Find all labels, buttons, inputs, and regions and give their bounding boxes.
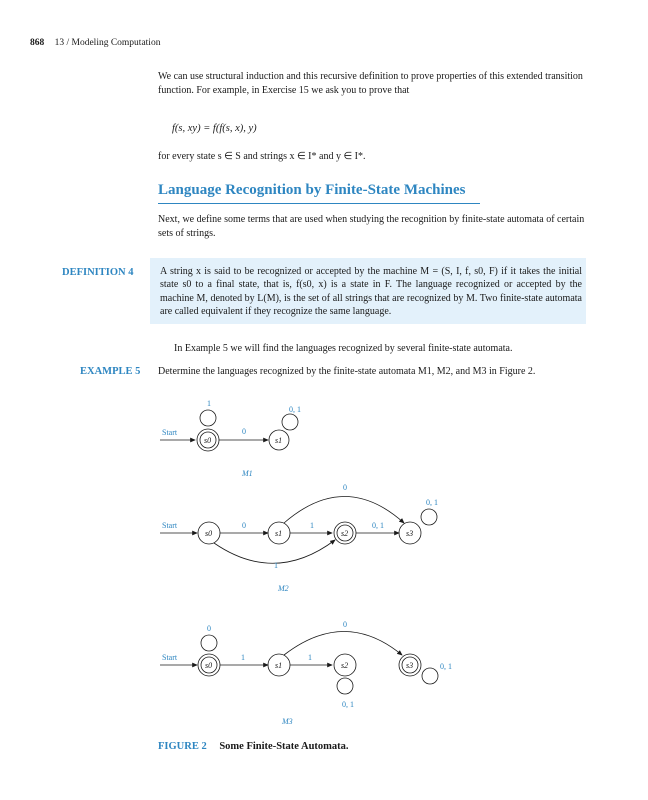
m2-state-s0-label: s0: [205, 529, 213, 538]
m1-label-1: 1: [207, 399, 211, 408]
figure-caption: [158, 741, 349, 752]
m3-state-s1-label: s1: [275, 661, 283, 670]
after-equation-text: for every state s ∈ S and strings x ∈ I* and y ∈ I*.: [158, 151, 366, 162]
figure-caption-label: FIGURE 2: [158, 741, 207, 752]
intro-paragraph: We can use structural induction and this recursive definition to prove properties of this extended transition function. For example, in Exercise 15 we ask you to prove that: [158, 71, 583, 96]
m3-label-01-s2: 0, 1: [342, 700, 354, 709]
m3-label-1b: 1: [308, 653, 312, 662]
m2-state-s3-label: s3: [406, 529, 414, 538]
m2-edge-s1-s3: [284, 497, 404, 524]
m2-start-label: Start: [162, 521, 178, 530]
m3-start-label: Start: [162, 653, 178, 662]
m3-name: M3: [282, 717, 293, 726]
m2-name: M2: [278, 584, 289, 593]
m3-label-0-loop: 0: [207, 624, 211, 633]
m2-label-01: 0, 1: [372, 521, 384, 530]
section-title: Language Recognition by Finite-State Machines: [158, 182, 466, 198]
m2-label-1-lower: 1: [274, 561, 278, 570]
section-paragraph: Next, we define some terms that are used when studying the recognition by finite-state automata of certain sets of strings.: [158, 214, 585, 239]
m2-loop-s3: [421, 509, 437, 525]
example-label: EXAMPLE 5: [80, 366, 141, 377]
m2-label-0-upper: 0: [343, 483, 347, 492]
m3-label-01-s3: 0, 1: [440, 662, 452, 671]
definition-label: DEFINITION 4: [62, 267, 134, 278]
m1-name: M1: [242, 469, 253, 478]
m2-state-s2-label: s2: [341, 529, 349, 538]
m2-label-1: 1: [310, 521, 314, 530]
running-title: 13 / Modeling Computation: [54, 38, 161, 48]
m3-edge-s1-s3: [284, 632, 402, 656]
m1-loop-s1: [282, 414, 298, 430]
example-intro: In Example 5 we will find the languages recognized by several finite-state automata.: [174, 343, 513, 354]
automaton-m1: [160, 399, 301, 478]
m3-label-0-upper: 0: [343, 620, 347, 629]
page-number: 868: [30, 38, 45, 48]
figure-caption-title: Some Finite-State Automata.: [219, 741, 349, 752]
m3-state-s2-label: s2: [341, 661, 349, 670]
m2-state-s1-label: s1: [275, 529, 283, 538]
equation: f(s, xy) = f(f(s, x), y): [172, 123, 257, 134]
m1-state-s0-label: s0: [204, 436, 212, 445]
m1-start-label: Start: [162, 428, 178, 437]
m3-state-s0-label: s0: [205, 661, 213, 670]
m3-loop-s2: [337, 678, 353, 694]
automaton-m2: [160, 483, 438, 593]
example-text: Determine the languages recognized by the finite-state automata M1, M2, and M3 in Figure 2.: [158, 366, 536, 377]
m3-state-s3-label: s3: [406, 661, 414, 670]
m3-loop-s3: [422, 668, 438, 684]
m3-loop-s0: [201, 635, 217, 651]
automaton-m3: [160, 620, 452, 726]
m2-label-01-loop: 0, 1: [426, 498, 438, 507]
m1-label-01: 0, 1: [289, 405, 301, 414]
definition-text: A string x is said to be recognized or accepted by the machine M = (S, I, f, s0, F) if it takes the initial state s0 to a final state, that is, f(s0, x) is a state in F. The language recognized or accepted by the machine M, denoted by L(M), is the set of all strings that are recognized by M. Two finite-state automata are called equivalent if they recognize the same language.: [160, 266, 582, 317]
m2-label-0: 0: [242, 521, 246, 530]
m1-state-s1-label: s1: [275, 436, 283, 445]
m1-label-0: 0: [242, 427, 246, 436]
m2-edge-s0-s2: [214, 540, 335, 563]
m1-loop-s0: [200, 410, 216, 426]
m3-label-1: 1: [241, 653, 245, 662]
